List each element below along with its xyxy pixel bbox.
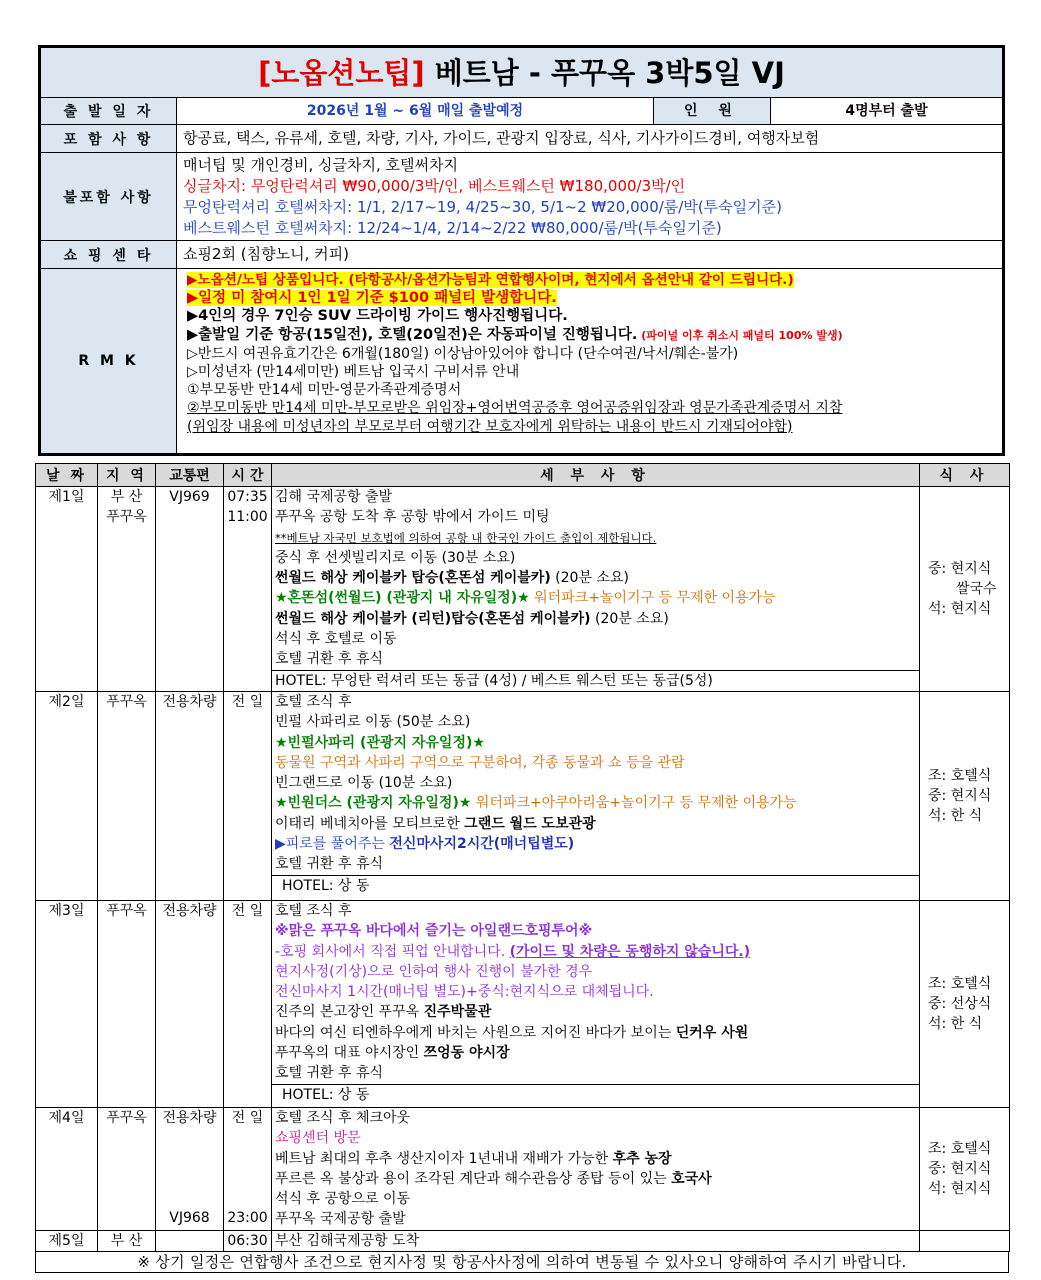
hotel-line: HOTEL: 상 동 xyxy=(272,1084,919,1105)
day-region: 푸꾸옥 xyxy=(98,691,156,900)
detail-line xyxy=(272,834,919,854)
day-meals xyxy=(920,691,1010,900)
detail-bold: 쯔엉동 야시장 xyxy=(423,1045,510,1062)
detail-line: ※맑은 푸꾸옥 바다에서 즐기는 아일랜드호핑투어※ xyxy=(275,923,593,940)
detail-line: 석식 후 공항으로 이동 xyxy=(275,1191,411,1208)
detail-line: 푸꾸옥 국제공항 출발 xyxy=(275,1211,406,1228)
shopping-row xyxy=(41,241,1002,269)
time-line: 전 일 xyxy=(231,1109,264,1126)
day-date: 제5일 xyxy=(36,1230,98,1251)
day-meals xyxy=(920,900,1010,1107)
detail-bold: 진주박물관 xyxy=(423,1004,492,1021)
transport-line: 전용차량 xyxy=(162,1109,217,1126)
detail-line: 호텔 조식 후 xyxy=(275,902,352,919)
schedule-header-row xyxy=(36,464,1010,487)
detail-line: 전신마사지 1시간(매너팁 별도)+중식:현지식으로 대체됩니다. xyxy=(275,984,654,1001)
detail-bold: 썬월드 해상 케이블카 (리턴)탑승(혼똔섬 케이블카) xyxy=(275,610,591,627)
detail-line xyxy=(272,942,919,962)
departure-value: 2026년 1월 ~ 6월 매일 출발예정 xyxy=(306,103,524,119)
excluded-label: 불포함 사항 xyxy=(41,153,177,240)
day-row xyxy=(36,900,1010,1107)
detail-line: 동물원 구역과 사파리 구역으로 구분하여, 각종 동물과 쇼 등을 관람 xyxy=(275,754,685,771)
detail-line xyxy=(272,793,919,813)
detail-line: 푸꾸옥 공항 도착 후 공항 밖에서 가이드 미팅 xyxy=(275,509,550,526)
day-date: 제3일 xyxy=(36,900,98,1107)
detail-text: 바다의 여신 티엔하우에게 바치는 사원으로 지어진 바다가 보이는 xyxy=(275,1024,676,1041)
day-details xyxy=(272,1230,920,1251)
detail-line xyxy=(272,588,919,608)
detail-highlight: ★빈원더스 (관광지 자유일정)★ xyxy=(275,795,472,812)
excluded-line: 베스트웨스턴 호텔써차지: 12/24~1/4, 2/14~2/22 ₩80,000/룸/박(투숙일기준) xyxy=(183,219,722,237)
meal-line: 석: 한 식 xyxy=(928,1016,983,1033)
day-meals xyxy=(920,1107,1010,1230)
detail-text: (20분 소요) xyxy=(590,610,669,627)
day-details xyxy=(272,487,920,692)
day-transport xyxy=(156,1107,224,1230)
day-row xyxy=(36,1230,1010,1251)
detail-line xyxy=(272,1169,919,1189)
detail-text: 푸르른 옥 불상과 용이 조각된 계단과 해수관음상 종탑 등이 있는 xyxy=(275,1170,672,1187)
meal-line: 석: 현지식 xyxy=(928,1181,992,1198)
detail-line: 석식 후 호텔로 이동 xyxy=(275,631,397,648)
detail-line: 중식 후 선셋빌리지로 이동 (30분 소요) xyxy=(275,549,516,566)
day-region xyxy=(98,487,156,692)
detail-text: -호핑 회사에서 직접 픽업 안내합니다. xyxy=(275,943,510,960)
day-details xyxy=(272,900,920,1107)
rmk-notice-no-option: ▶노옵션/노팁 상품입니다. (타항공사/옵션가능팀과 연합행사이며, 현지에서 옵션안내 같이 드립니다.) xyxy=(187,272,794,288)
rmk-note-minor-without-parent: ②부모미동반 만14세 미만-부모로받은 위임장+영어번역공증후 영어공증위임장과 영문가족관계증명서 지참 xyxy=(187,400,843,417)
detail-bold: 썬월드 해상 케이블카 탑승(혼똔섬 케이블카) xyxy=(275,570,551,587)
excluded-list xyxy=(183,155,996,239)
detail-bold: 후추 농장 xyxy=(612,1150,672,1167)
day-transport xyxy=(156,1230,224,1251)
day-region: 푸꾸옥 xyxy=(98,1107,156,1230)
meal-line: 조: 호텔식 xyxy=(928,975,992,992)
rmk-note-passport: ▷반드시 여권유효기간은 6개월(180일) 이상남아있어야 합니다 (단수여권/낙서/훼손-불가) xyxy=(187,345,739,362)
detail-line xyxy=(272,568,919,588)
people-label: 인 원 xyxy=(653,98,771,124)
detail-bold: 그랜드 월드 도보관광 xyxy=(464,815,596,832)
meal-line: 석: 한 식 xyxy=(928,808,983,825)
detail-line: 호텔 귀환 후 휴식 xyxy=(275,651,384,668)
departure-label: 출 발 일 자 xyxy=(41,98,177,124)
day-region: 푸꾸옥 xyxy=(98,900,156,1107)
detail-bold: 전신마사지2시간(매너팁별도) xyxy=(389,836,575,853)
meal-line: 조: 호텔식 xyxy=(928,1140,992,1157)
meal-line: 중: 현지식 xyxy=(928,1160,992,1177)
detail-bold: 호국사 xyxy=(671,1170,712,1187)
day-details xyxy=(272,1107,920,1230)
detail-line xyxy=(272,1043,919,1063)
day-meals xyxy=(920,1230,1010,1251)
excluded-line: 매너팁 및 개인경비, 싱글차지, 호텔써차지 xyxy=(183,156,458,174)
meal-line: 중: 현지식 xyxy=(928,787,992,804)
detail-text: (20분 소요) xyxy=(550,570,629,587)
rmk-notice-penalty: ▶일정 미 참여시 1인 1일 기준 $100 패널티 발생합니다. xyxy=(187,290,557,307)
day-time xyxy=(224,1107,272,1230)
detail-text: 진주의 본고장인 푸꾸옥 xyxy=(275,1004,424,1021)
day-date: 제1일 xyxy=(36,487,98,692)
detail-line xyxy=(272,1149,919,1169)
rmk-note-power-of-attorney: (위임장 내용에 미성년자의 부모로부터 여행기간 보호자에게 위탁하는 내용이 반드시 기재되어야함) xyxy=(187,418,793,435)
header-meals: 식 사 xyxy=(920,464,1010,487)
title-text: 베트남 - 푸꾸옥 3박5일 VJ xyxy=(424,56,785,90)
detail-line: 빈그랜드로 이동 (10분 소요) xyxy=(275,775,453,792)
day-meals xyxy=(920,487,1010,692)
day-region: 부 산 xyxy=(98,1230,156,1251)
rmk-note-minor-with-parent: ①부모동반 만14세 미만-영문가족관계증명서 xyxy=(187,382,462,399)
header-region: 지 역 xyxy=(98,464,156,487)
detail-highlight: ★혼똔섬(썬월드) (관광지 내 자유일정)★ xyxy=(275,590,530,607)
shopping-value: 쇼핑2회 (침향노니, 커피) xyxy=(183,245,349,263)
rmk-notice-final-penalty: (파이널 이후 취소시 패널티 100% 발생) xyxy=(637,328,843,342)
title-bracket: [노옵션노팁] xyxy=(258,56,425,90)
detail-text: 베트남 최대의 후추 생산지이자 1년내내 재배가 가능한 xyxy=(275,1150,613,1167)
rmk-label: R M K xyxy=(41,269,177,453)
header-date: 날 짜 xyxy=(36,464,98,487)
shopping-label: 쇼 핑 센 타 xyxy=(41,241,177,268)
detail-line xyxy=(272,1023,919,1043)
day-row xyxy=(36,1107,1010,1230)
day-details xyxy=(272,691,920,900)
meal-line: 쌀국수 xyxy=(956,580,997,597)
rmk-note-minor: ▷미성년자 (만14세미만) 베트남 입국시 구비서류 안내 xyxy=(187,364,520,381)
detail-line: 현지사정(기상)으로 인하여 행사 진행이 불가한 경우 xyxy=(275,963,593,980)
detail-line: 호텔 조식 후 체크아웃 xyxy=(275,1109,411,1126)
excluded-line: 싱글차지: 무엉탄럭셔리 ₩90,000/3박/인, 베스트웨스턴 ₩180,000/3박/인 xyxy=(183,177,686,195)
day-transport: 전용차량 xyxy=(156,900,224,1107)
people-value: 4명부터 출발 xyxy=(845,103,928,119)
day-transport: 전용차량 xyxy=(156,691,224,900)
meal-line: 중: 선상식 xyxy=(928,995,992,1012)
departure-row xyxy=(41,98,1002,125)
rmk-notice-final: ▶출발일 기준 항공(15일전), 호텔(20일전)은 자동파이널 진행됩니다. xyxy=(187,326,638,343)
schedule-table xyxy=(35,463,1010,1252)
detail-note: 워터파크+놀이기구 등 무제한 이용가능 xyxy=(529,590,776,607)
rmk-notice-suv: ▶4인의 경우 7인승 SUV 드라이빙 가이드 행사진행됩니다. xyxy=(187,308,568,325)
day-row xyxy=(36,487,1010,692)
detail-line: **베트남 자국민 보호법에 의하여 공항 내 한국인 가이드 출입이 제한됩니다. xyxy=(275,530,657,545)
detail-bold: (가이드 및 차량은 동행하지 않습니다.) xyxy=(509,943,751,960)
detail-text: ▶피로를 풀어주는 xyxy=(275,836,390,853)
meal-line: 조: 호텔식 xyxy=(928,767,992,784)
region-line: 푸꾸옥 xyxy=(106,509,147,526)
time-line: 11:00 xyxy=(227,509,268,526)
meal-line: 중: 현지식 xyxy=(928,560,992,577)
detail-bold: 딘커우 사원 xyxy=(675,1024,749,1041)
day-time: 06:30 xyxy=(224,1230,272,1251)
detail-text: 이태리 베네치아를 모티브로한 xyxy=(275,815,465,832)
detail-line: 부산 김해국제공항 도착 xyxy=(275,1232,420,1249)
rmk-notes xyxy=(187,271,998,436)
page-title xyxy=(41,48,1002,98)
detail-line xyxy=(272,609,919,629)
day-row xyxy=(36,691,1010,900)
meal-line: 석: 현지식 xyxy=(928,601,992,618)
day-transport: VJ969 xyxy=(156,487,224,692)
included-row xyxy=(41,125,1002,153)
included-label: 포 함 사 항 xyxy=(41,125,177,152)
detail-line xyxy=(272,1002,919,1022)
detail-line: 빈펄 사파리로 이동 (50분 소요) xyxy=(275,714,471,731)
region-line: 부 산 xyxy=(110,489,143,505)
detail-note: 워터파크+아쿠아리움+놀이기구 등 무제한 이용가능 xyxy=(471,795,797,812)
excluded-line: 무엉탄럭셔리 호텔써차지: 1/1, 2/17~19, 4/25~30, 5/1~2 ₩20,000/룸/박(투숙일기준) xyxy=(183,198,782,216)
detail-line: ★빈펄사파리 (관광지 자유일정)★ xyxy=(275,734,485,751)
day-time xyxy=(224,487,272,692)
detail-line: 김해 국제공항 출발 xyxy=(275,489,393,505)
transport-line: VJ968 xyxy=(169,1209,210,1226)
header-transport: 교통편 xyxy=(156,464,224,487)
detail-line: 쇼핑센터 방문 xyxy=(275,1130,361,1147)
detail-line: 호텔 귀환 후 휴식 xyxy=(275,856,384,873)
detail-text: 푸꾸옥의 대표 야시장인 xyxy=(275,1045,424,1062)
day-time: 전 일 xyxy=(224,900,272,1107)
hotel-line: HOTEL: 상 동 xyxy=(272,875,919,896)
detail-line: 호텔 조식 후 xyxy=(275,693,352,710)
day-time: 전 일 xyxy=(224,691,272,900)
header-details: 세 부 사 항 xyxy=(272,464,920,487)
detail-line xyxy=(272,814,919,834)
header-time: 시 간 xyxy=(224,464,272,487)
day-date: 제2일 xyxy=(36,691,98,900)
rmk-row xyxy=(41,269,1002,453)
time-line: 07:35 xyxy=(227,489,268,505)
hotel-line: HOTEL: 무엉탄 럭셔리 또는 동급 (4성) / 베스트 웨스턴 또는 동급(5성) xyxy=(272,670,919,691)
detail-line: 호텔 귀환 후 휴식 xyxy=(275,1065,384,1082)
included-value: 항공료, 택스, 유류세, 호텔, 차량, 기사, 가이드, 관광지 입장료, 식사, 기사가이드경비, 여행자보험 xyxy=(183,129,820,147)
info-box xyxy=(38,45,1005,456)
day-date: 제4일 xyxy=(36,1107,98,1230)
footer-notice: ※ 상기 일정은 연합행사 조건으로 현지사정 및 항공사사정에 의하여 변동될 수 있사오니 양해하여 주시기 바랍니다. xyxy=(35,1251,1009,1273)
excluded-row xyxy=(41,153,1002,241)
time-line: 23:00 xyxy=(227,1209,268,1226)
